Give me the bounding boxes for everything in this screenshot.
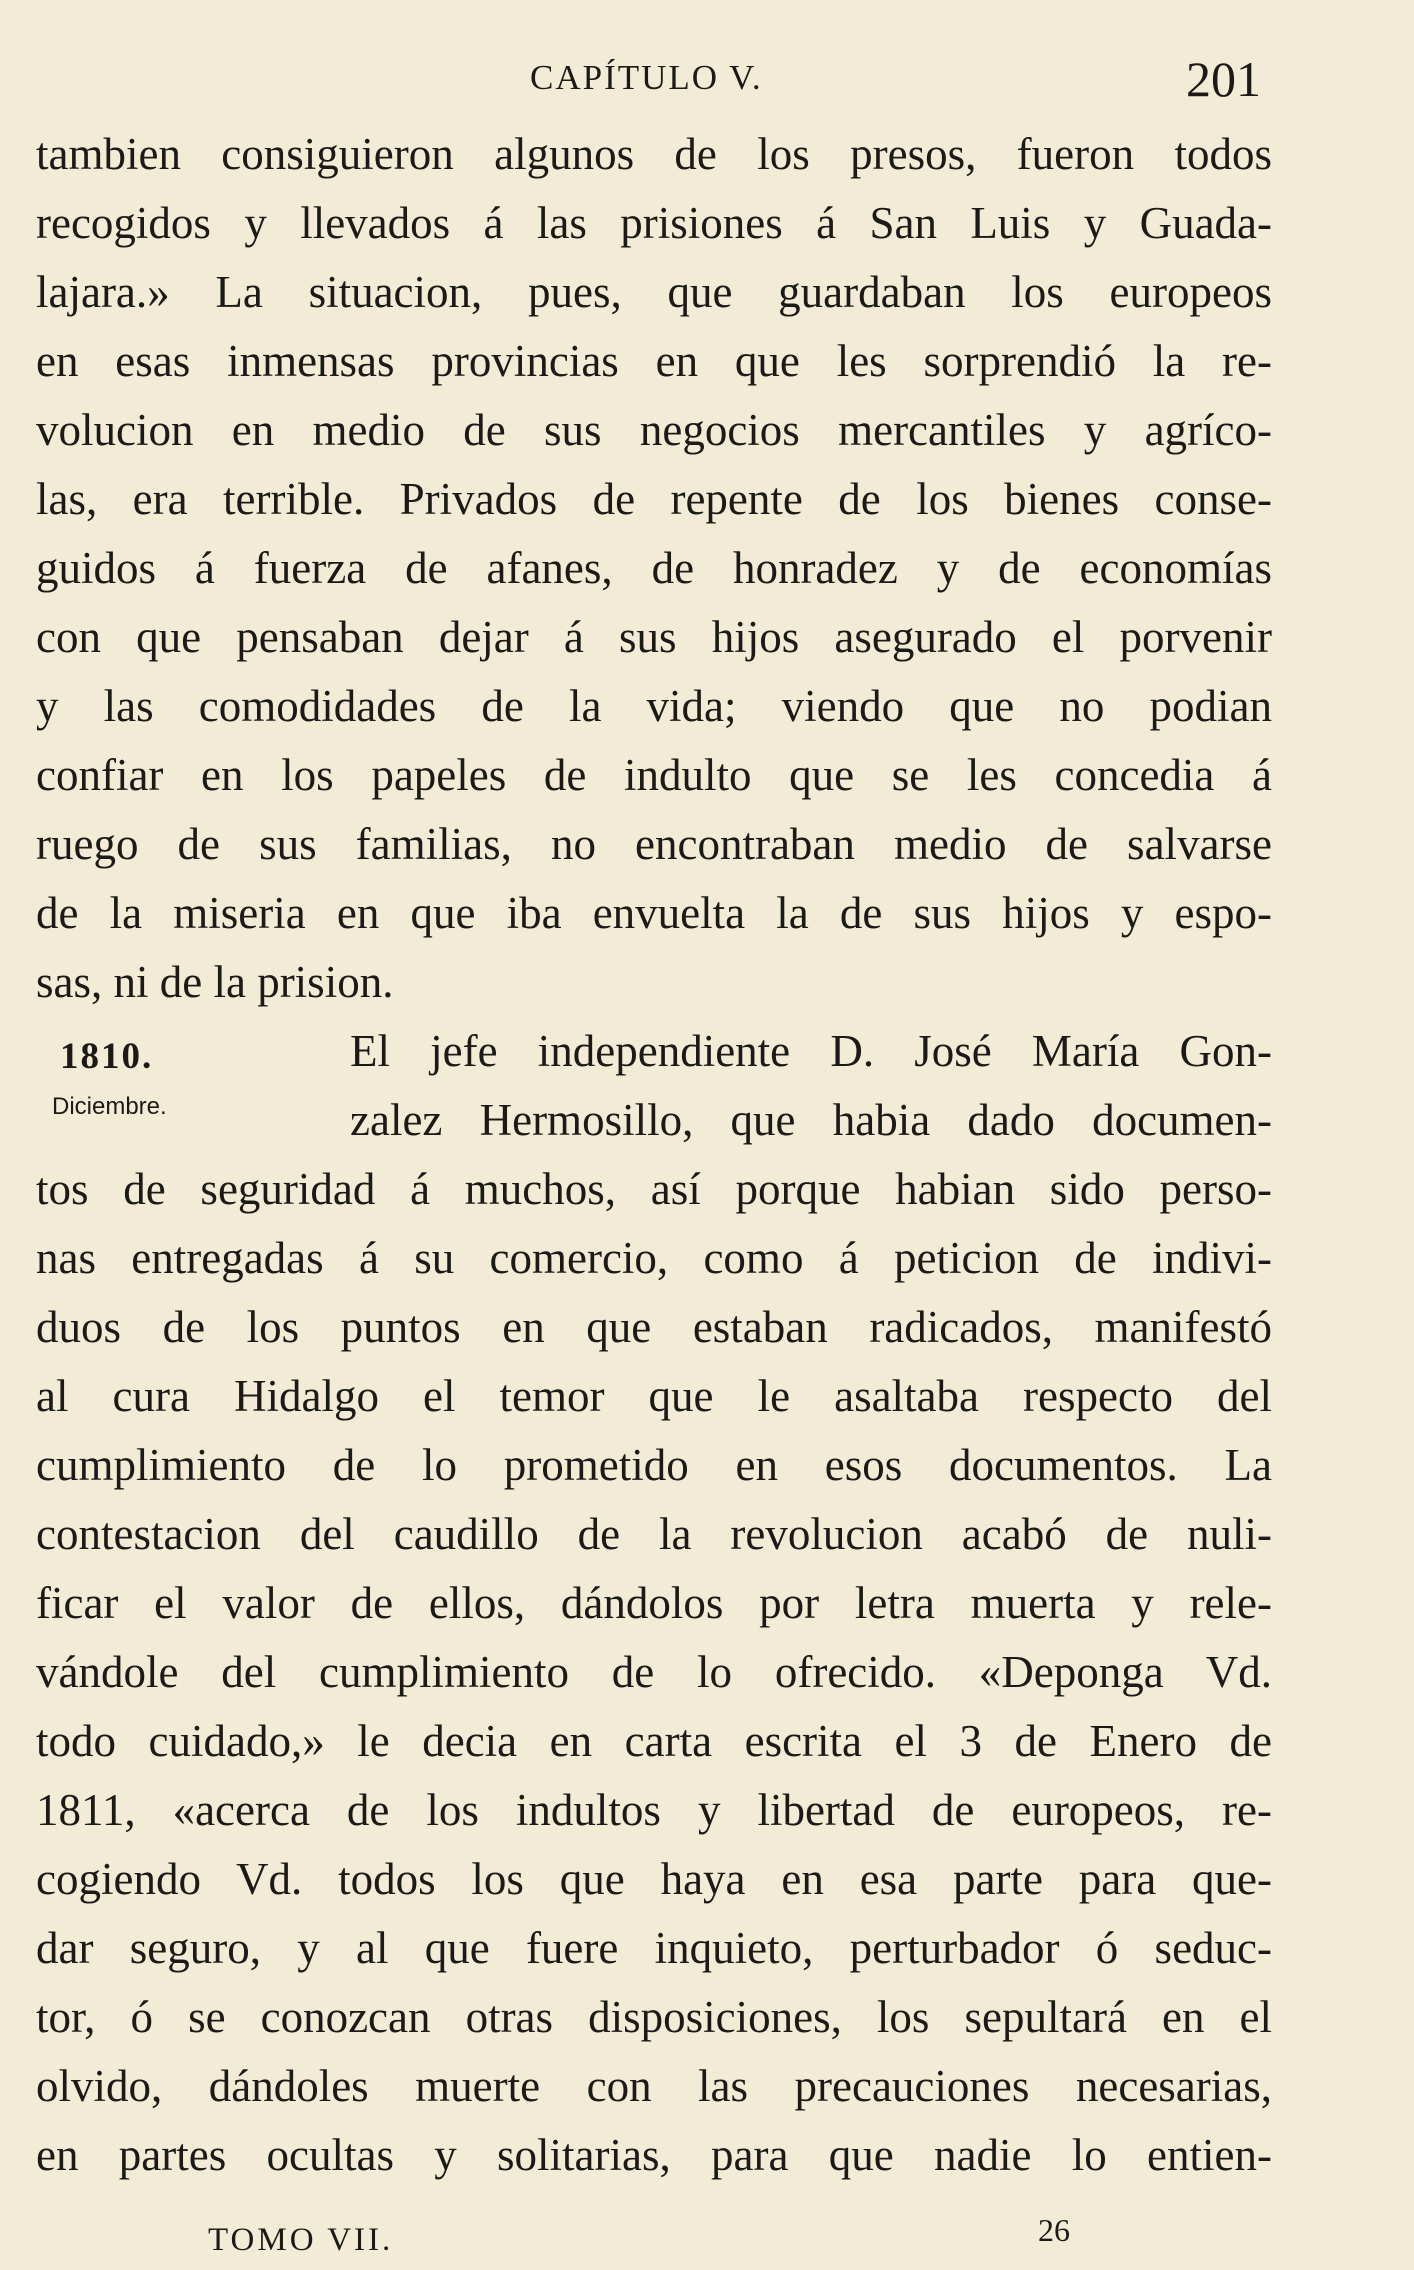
margin-note-month: Diciembre. (52, 1093, 167, 1120)
text-line-13: sas, ni de la prision. (36, 957, 394, 1007)
volume-footer: TOMO VII. (208, 2222, 394, 2258)
text-line-3: lajara.» La situacion, pues, que guardaban los europeos (36, 267, 1272, 317)
text-line-25: 1811, «acerca de los indultos y libertad de europeos, re- (36, 1785, 1272, 1835)
text-line-5: volucion en medio de sus negocios mercantiles y agríco- (36, 405, 1272, 455)
margin-note-year: 1810. (60, 1036, 154, 1077)
signature-mark: 26 (1038, 2212, 1070, 2248)
text-line-18: duos de los puntos en que estaban radicados, manifestó (36, 1302, 1272, 1352)
text-line-11: ruego de sus familias, no encontraban medio de salvarse (36, 819, 1272, 869)
text-line-23: vándole del cumplimiento de lo ofrecido. «Deponga Vd. (36, 1647, 1272, 1697)
text-line-16: tos de seguridad á muchos, así porque habian sido perso- (36, 1164, 1272, 1214)
page-number: 201 (1186, 51, 1261, 107)
text-line-17: nas entregadas á su comercio, como á peticion de indivi- (36, 1233, 1272, 1283)
text-line-1: tambien consiguieron algunos de los presos, fueron todos (36, 129, 1272, 179)
chapter-heading: CAPÍTULO V. (530, 58, 763, 97)
text-line-24: todo cuidado,» le decia en carta escrita el 3 de Enero de (36, 1716, 1272, 1766)
text-line-7: guidos á fuerza de afanes, de honradez y de economías (36, 543, 1272, 593)
text-line-10: confiar en los papeles de indulto que se les concedia á (36, 750, 1272, 800)
text-line-2: recogidos y llevados á las prisiones á San Luis y Guada- (36, 198, 1272, 248)
text-line-12: de la miseria en que iba envuelta la de sus hijos y espo- (36, 888, 1272, 938)
text-line-21: contestacion del caudillo de la revolucion acabó de nuli- (36, 1509, 1272, 1559)
text-line-20: cumplimiento de lo prometido en esos documentos. La (36, 1440, 1272, 1490)
text-line-8: con que pensaban dejar á sus hijos asegurado el porvenir (36, 612, 1272, 662)
text-line-4: en esas inmensas provincias en que les sorprendió la re- (36, 336, 1272, 386)
text-line-19: al cura Hidalgo el temor que le asaltaba respecto del (36, 1371, 1272, 1421)
text-line-14: El jefe independiente D. José María Gon- (350, 1026, 1272, 1076)
text-line-27: dar seguro, y al que fuere inquieto, perturbador ó seduc- (36, 1923, 1272, 1973)
text-line-9: y las comodidades de la vida; viendo que no podian (36, 681, 1272, 731)
text-line-28: tor, ó se conozcan otras disposiciones, los sepultará en el (36, 1992, 1272, 2042)
text-line-29: olvido, dándoles muerte con las precauciones necesarias, (36, 2061, 1272, 2111)
text-line-6: las, era terrible. Privados de repente de los bienes conse- (36, 474, 1272, 524)
text-line-30: en partes ocultas y solitarias, para que nadie lo entien- (36, 2130, 1272, 2180)
text-line-22: ficar el valor de ellos, dándolos por letra muerta y rele- (36, 1578, 1272, 1628)
text-line-15: zalez Hermosillo, que habia dado documen- (350, 1095, 1272, 1145)
text-line-26: cogiendo Vd. todos los que haya en esa parte para que- (36, 1854, 1272, 1904)
